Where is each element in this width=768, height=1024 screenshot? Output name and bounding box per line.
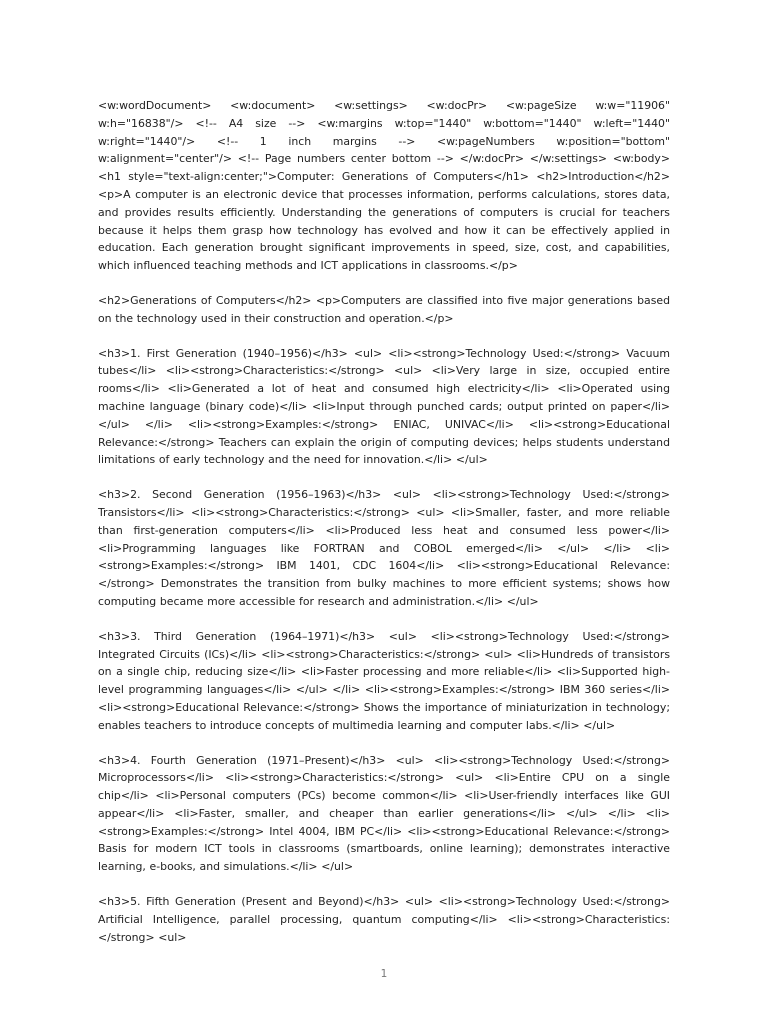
paragraph-fifth-generation: <h3>5. Fifth Generation (Present and Beyond)</h3> <ul> <li><strong>Technology Used:</strong> Artificial Intelligence, parallel processing, quantum computing</li> <li><strong>Characteristics:</strong> <ul>	[98, 895, 670, 944]
paragraph-fourth-generation: <h3>4. Fourth Generation (1971–Present)</h3> <ul> <li><strong>Technology Used:</strong> Microprocessors</li> <li><strong>Characteristics:</strong> <ul> <li>Entire CPU on a single chip</li> <li>Personal computers (PCs) become common</li> <li>User-friendly interfaces like GUI appear</li> <li>Faster, smaller, and cheaper than earlier generations</li> </ul> </li> <li><strong>Examples:</strong> Intel 4004, IBM PC</li> <li><strong>Educational Relevance:</strong> Basis for modern ICT tools in classrooms (smartboards, online learning); demonstrates interactive learning, e-books, and simulations.</li> </ul>	[98, 753, 670, 874]
paragraph-third-generation: <h3>3. Third Generation (1964–1971)</h3> <ul> <li><strong>Technology Used:</strong> Integrated Circuits (ICs)</li> <li><strong>Characteristics:</strong> <ul> <li>Hundreds of transistors on a single chip, reducing size</li> <li>Faster processing and more reliable</li> <li>Supported high-level programming languages</li> </ul> </li> <li><strong>Examples:</strong> IBM 360 series</li> <li><strong>Educational Relevance:</strong> Shows the importance of miniaturization in technology; enables teachers to introduce concepts of multimedia learning and computer labs.</li> </ul>	[98, 629, 670, 732]
page-number: 1	[380, 968, 388, 980]
paragraph-generations-overview: <h2>Generations of Computers</h2> <p>Computers are classified into five major generations based on the technology used in their construction and operation.</p>	[98, 293, 670, 325]
paragraph-word-markup-intro: <w:wordDocument> <w:document> <w:settings> <w:docPr> <w:pageSize w:w="11906" w:h="16838"/> <!-- A4 size --> <w:margins w:top="1440" w:bottom="1440" w:left="1440" w:right="1440"/> <!-- 1 inch margins --> <w:pageNumbers w:position="bottom" w:alignment="center"/> <!-- Page numbers center bottom --> </w:docPr> </w:settings> <w:body> <h1 style="text-align:center;">Computer: Generations of Computers</h1> <h2>Introduction</h2> <p>A computer is an electronic device that processes information, performs calculations, stores data, and provides results efficiently. Understanding the generations of computers is crucial for teachers because it helps them grasp how technology has evolved and how it can be effectively applied in education. Each generation brought significant improvements in speed, size, cost, and capabilities, which influenced teaching methods and ICT applications in classrooms.</p>	[98, 99, 670, 273]
paragraph-first-generation: <h3>1. First Generation (1940–1956)</h3> <ul> <li><strong>Technology Used:</strong> Vacuum tubes</li> <li><strong>Characteristics:</strong> <ul> <li>Very large in size, occupied entire rooms</li> <li>Generated a lot of heat and consumed high electricity</li> <li>Operated using machine language (binary code)</li> <li>Input through punched cards; output printed on paper</li> </ul> </li> <li><strong>Examples:</strong> ENIAC, UNIVAC</li> <li><strong>Educational Relevance:</strong> Teachers can explain the origin of computing devices; helps students understand limitations of early technology and the need for innovation.</li> </ul>	[98, 346, 670, 467]
paragraph-second-generation: <h3>2. Second Generation (1956–1963)</h3> <ul> <li><strong>Technology Used:</strong> Transistors</li> <li><strong>Characteristics:</strong> <ul> <li>Smaller, faster, and more reliable than first-generation computers</li> <li>Produced less heat and consumed less power</li> <li>Programming languages like FORTRAN and COBOL emerged</li> </ul> </li> <li><strong>Examples:</strong> IBM 1401, CDC 1604</li> <li><strong>Educational Relevance:</strong> Demonstrates the transition from bulky machines to more efficient systems; shows how computing became more accessible for research and administration.</li> </ul>	[98, 488, 670, 608]
document-body	[98, 97, 670, 963]
